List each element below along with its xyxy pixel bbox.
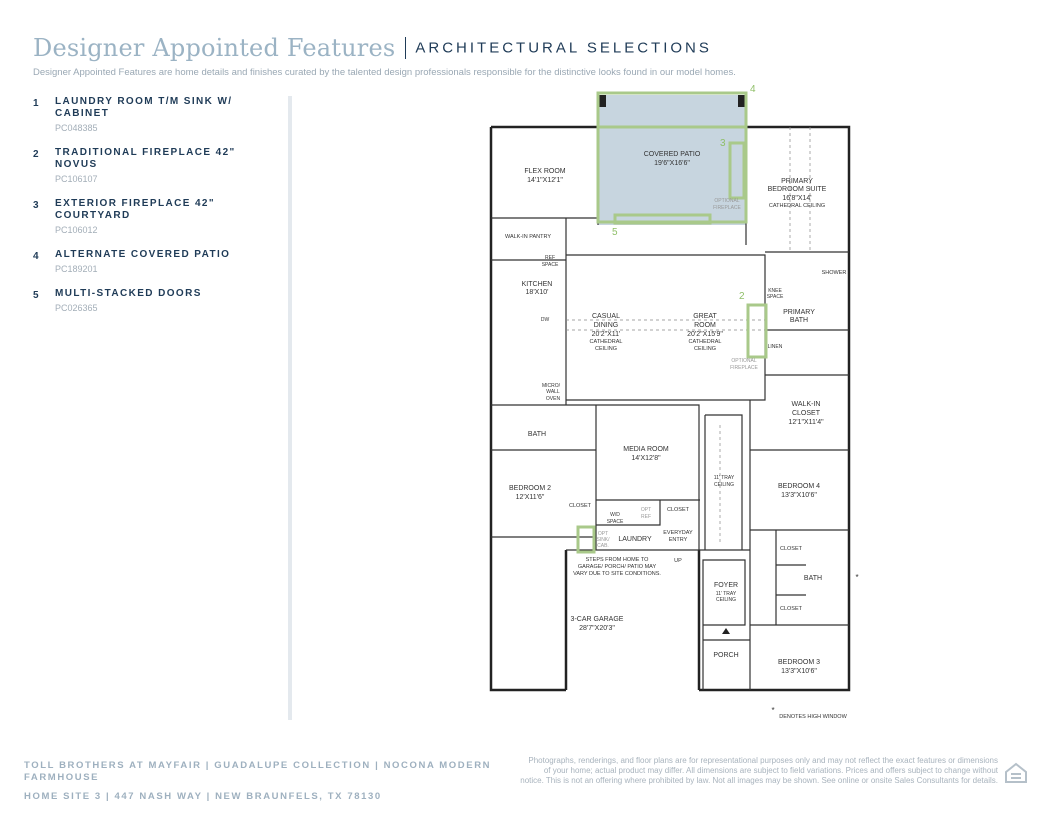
room-dim: 13'3"X10'6"	[781, 668, 817, 675]
room-dim: 16'8"X14'	[782, 195, 812, 202]
footer-community-line: TOLL BROTHERS AT MAYFAIR | GUADALUPE COLLECTION | NOCONA MODERN FARMHOUSE	[24, 760, 492, 783]
wd-space-label: W/D	[610, 512, 620, 518]
room-dim: 12'X11'6"	[515, 494, 545, 501]
room-label-kitchen: KITCHEN	[521, 281, 553, 288]
closet-label: CLOSET	[666, 507, 690, 513]
room-label-laundry: LAUNDRY	[618, 536, 652, 543]
optional-fireplace-label: OPTIONAL	[714, 198, 740, 204]
room-dim: 14'X12'8"	[631, 455, 661, 462]
room-dim: 20'2"X15'9"	[687, 331, 723, 338]
feature-label: LAUNDRY ROOM T/M SINK W/ CABINET	[55, 96, 233, 119]
callout-number: 2	[739, 291, 745, 302]
room-label-covered-patio: COVERED PATIO	[643, 151, 701, 158]
room-label-flex: FLEX ROOM	[524, 168, 566, 175]
room-label-pantry: WALK-IN PANTRY	[504, 234, 552, 240]
room-note: CATHEDRAL CEILING	[768, 203, 826, 209]
opt-sink-label: CAB.	[597, 543, 609, 549]
footer-disclaimer: Photographs, renderings, and floor plans are for representational purposes only and may not reflect the exact features or dimensions of your home; actual product may differ. All dimensions are subject to field variations. Prices and offers subject to change without notice. This is not an offering where prohibited by law. Not all images may be shown. See online or onsite Sales Consultants for details.	[520, 756, 998, 785]
optional-fireplace-label: FIREPLACE	[713, 205, 741, 211]
room-dim: 14'1"X12'1"	[527, 177, 563, 184]
room-label-bedroom4: BEDROOM 4	[777, 483, 821, 490]
opt-ref-label: REF	[641, 514, 651, 520]
knee-space-label: KNEE	[768, 288, 782, 294]
feature-item	[33, 249, 273, 274]
steps-note: STEPS FROM HOME TO	[585, 557, 649, 563]
knee-space-label: SPACE	[766, 294, 784, 300]
column-divider	[288, 96, 292, 720]
callout-number: 5	[612, 227, 618, 238]
up-label: UP	[674, 558, 682, 564]
room-label-dining: DINING	[593, 322, 619, 329]
room-dim: 18'X10'	[525, 289, 549, 296]
tray-ceiling-label: CEILING	[715, 597, 737, 603]
wd-space-label: SPACE	[606, 519, 624, 525]
room-label-primary-suite: BEDROOM SUITE	[767, 186, 827, 193]
title-separator	[405, 37, 406, 59]
closet-label: CLOSET	[779, 546, 803, 552]
steps-note: VARY DUE TO SITE CONDITIONS.	[573, 571, 661, 577]
dw-label: DW	[540, 317, 550, 323]
feature-item	[33, 198, 273, 235]
room-label-dining: CASUAL	[591, 313, 621, 320]
room-label-walkin-closet: CLOSET	[791, 410, 821, 417]
room-dim: 28'7"X20'3"	[579, 625, 615, 632]
room-note: CATHEDRAL	[589, 339, 623, 345]
room-dim: 13'3"X10'6"	[781, 492, 817, 499]
feature-code: PC106012	[55, 225, 98, 235]
entry-label: ENTRY	[668, 537, 688, 543]
room-label-bath: BATH	[803, 575, 823, 582]
room-dim: 19'6"X16'6"	[654, 160, 690, 167]
feature-code: PC048385	[55, 123, 98, 133]
steps-note: GARAGE/ PORCH/ PATIO MAY	[577, 564, 657, 570]
optional-fireplace-label: OPTIONAL	[731, 358, 757, 364]
ref-space-label: REF	[545, 255, 555, 261]
tray-ceiling-label: CEILING	[713, 482, 735, 488]
feature-code: PC106107	[55, 174, 98, 184]
room-label-bath: BATH	[527, 431, 547, 438]
room-label-primary-bath: PRIMARY	[783, 309, 815, 316]
room-label-bedroom3: BEDROOM 3	[777, 659, 821, 666]
room-note: CEILING	[693, 346, 717, 352]
room-dim: 20'2"X11'	[591, 331, 621, 338]
feature-number: 5	[33, 290, 39, 301]
tray-ceiling-label: 11' TRAY	[715, 591, 737, 597]
entry-arrow-icon	[722, 628, 730, 634]
room-label-great: GREAT	[693, 313, 717, 320]
room-note: CATHEDRAL	[688, 339, 722, 345]
linen-label: LINEN	[767, 344, 783, 350]
footer-address: HOME SITE 3 | 447 NASH WAY | NEW BRAUNFELS, TX 78130	[24, 791, 382, 802]
feature-code: PC189201	[55, 264, 98, 274]
feature-item	[33, 288, 273, 313]
opt-sink-label: SINK/	[596, 537, 610, 543]
closet-label: CLOSET	[779, 606, 803, 612]
feature-code: PC026365	[55, 303, 98, 313]
page-title: Designer Appointed Features	[33, 34, 396, 62]
feature-label: ALTERNATE COVERED PATIO	[55, 249, 231, 260]
micro-oven-label: OVEN	[545, 396, 561, 402]
room-note: CEILING	[594, 346, 618, 352]
room-label-media: MEDIA ROOM	[623, 446, 669, 453]
micro-oven-label: WALL	[546, 389, 560, 395]
shower-label: SHOWER	[821, 270, 847, 276]
feature-number: 2	[33, 149, 39, 160]
feature-number: 4	[33, 251, 39, 262]
asterisk-mark: *	[771, 706, 775, 715]
feature-label: MULTI-STACKED DOORS	[55, 288, 202, 299]
room-label-primary-suite: PRIMARY	[781, 178, 813, 185]
tray-ceiling-label: 11' TRAY	[713, 475, 735, 481]
feature-list	[33, 96, 273, 327]
ref-space-label: SPACE	[541, 262, 559, 268]
optional-fireplace-label: FIREPLACE	[730, 365, 758, 371]
page-description: Designer Appointed Features are home details and finishes curated by the talented design professionals responsible for the distinctive looks found in our model homes.	[33, 67, 736, 78]
entry-label: EVERYDAY	[663, 530, 693, 536]
high-window-note: DENOTES HIGH WINDOW	[779, 714, 847, 720]
feature-number: 1	[33, 98, 39, 109]
room-label-garage: 3-CAR GARAGE	[570, 616, 624, 623]
room-dim: 12'1"X11'4"	[788, 419, 824, 426]
opt-sink-label: OPT	[597, 531, 609, 537]
room-label-porch: PORCH	[713, 652, 739, 659]
room-label-primary-bath: BATH	[789, 317, 809, 324]
feature-label: EXTERIOR FIREPLACE 42" COURTYARD	[55, 198, 216, 221]
feature-label: TRADITIONAL FIREPLACE 42" NOVUS	[55, 147, 236, 170]
room-label-walkin-closet: WALK-IN	[791, 401, 821, 408]
micro-oven-label: MICRO/	[541, 383, 561, 389]
asterisk-mark: *	[855, 573, 859, 582]
page-header	[33, 34, 1033, 64]
feature-number: 3	[33, 200, 39, 211]
opt-ref-label: OPT	[640, 507, 652, 513]
room-label-foyer: FOYER	[713, 582, 739, 589]
callout-number: 3	[720, 138, 726, 149]
page-subtitle: ARCHITECTURAL SELECTIONS	[415, 39, 712, 57]
room-label-bedroom2: BEDROOM 2	[508, 485, 552, 492]
equal-housing-opportunity-icon	[1003, 760, 1029, 786]
room-labels	[505, 151, 859, 720]
feature-item	[33, 96, 273, 133]
footer-community	[24, 760, 494, 803]
callout-number: 4	[750, 84, 756, 95]
closet-label: CLOSET	[568, 503, 592, 509]
floor-plan	[470, 80, 870, 720]
room-label-great: ROOM	[694, 322, 716, 329]
feature-item	[33, 147, 273, 184]
